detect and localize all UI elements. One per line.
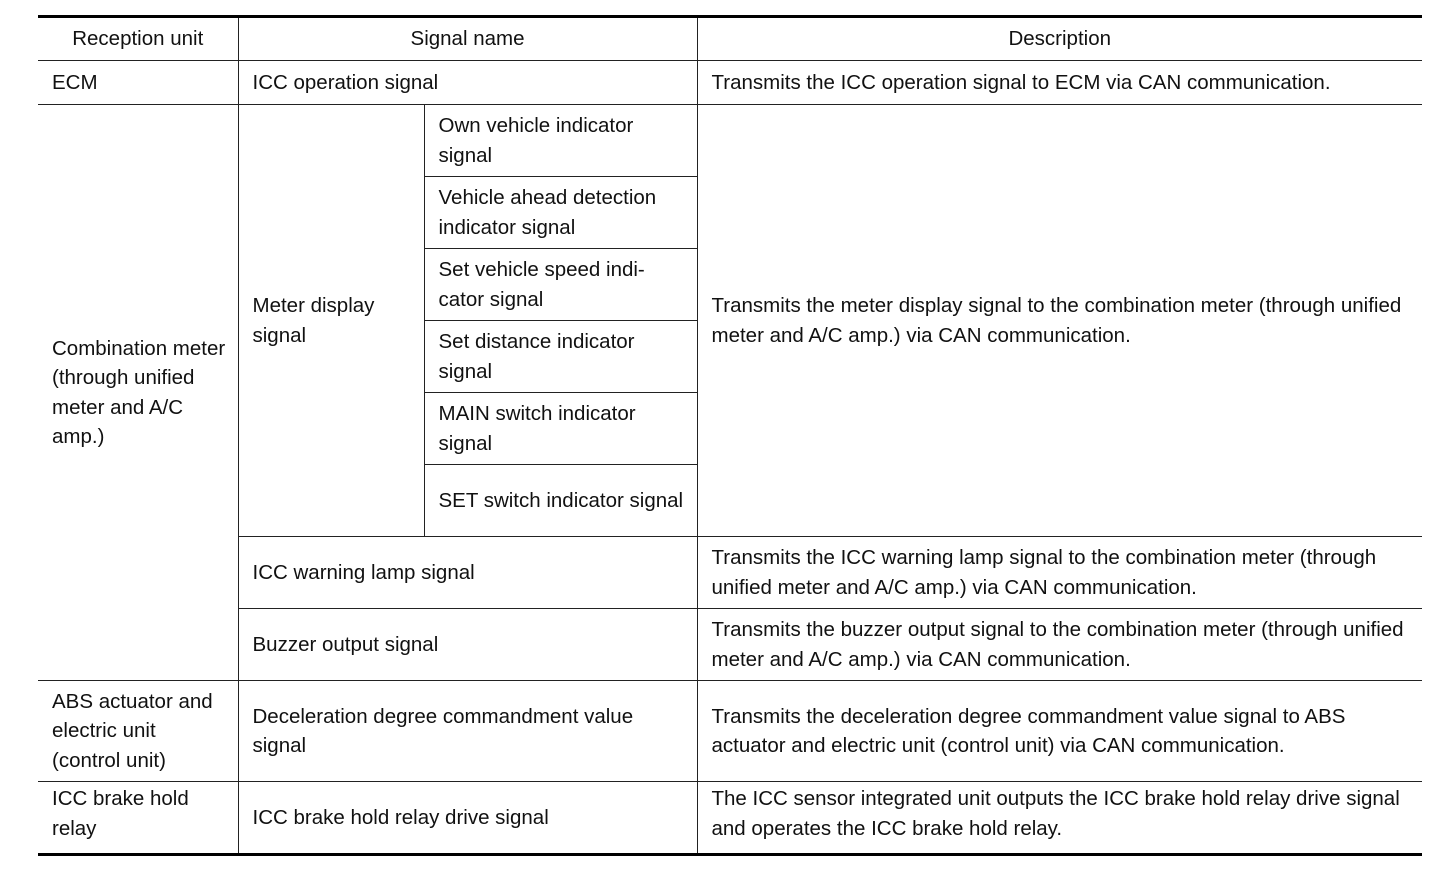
- signal-warning-lamp: ICC warning lamp signal: [238, 537, 697, 609]
- header-reception-unit: Reception unit: [38, 17, 238, 61]
- sub-signal-own-vehicle: Own vehicle indicator signal: [424, 105, 697, 177]
- description-meter-display: Transmits the meter display signal to the combination meter (through unified meter and A/C amp.) via CAN communication.: [697, 105, 1422, 537]
- header-description: Description: [697, 17, 1422, 61]
- unit-abs-actuator: ABS actuator and electric unit (control unit): [38, 681, 238, 782]
- description-brake-hold-relay: The ICC sensor integrated unit outputs the ICC brake hold relay drive signal and operates the ICC brake hold relay.: [697, 782, 1422, 855]
- description-buzzer-output: Transmits the buzzer output signal to the combination meter (through unified meter and A/C amp.) via CAN communication.: [697, 609, 1422, 681]
- sub-signal-set-switch: SET switch indicator signal: [424, 465, 697, 537]
- sub-signal-main-switch: MAIN switch indicator signal: [424, 393, 697, 465]
- sub-signal-vehicle-ahead: Vehicle ahead detection indicator signal: [424, 177, 697, 249]
- signal-deceleration: Deceleration degree commandment value signal: [238, 681, 697, 782]
- signal-table: [38, 15, 1422, 856]
- table-row: [38, 105, 1422, 177]
- signal-meter-display: Meter display signal: [238, 105, 424, 537]
- unit-brake-hold-relay: ICC brake hold relay: [38, 782, 238, 855]
- description-deceleration: Transmits the deceleration degree commandment value signal to ABS actuator and electric unit (control unit) via CAN communication.: [697, 681, 1422, 782]
- signal-buzzer-output: Buzzer output signal: [238, 609, 697, 681]
- table-row: [38, 681, 1422, 782]
- sub-signal-set-distance: Set distance indicator signal: [424, 321, 697, 393]
- description-warning-lamp: Transmits the ICC warning lamp signal to the combination meter (through unified meter and A/C amp.) via CAN communication.: [697, 537, 1422, 609]
- table-row: [38, 782, 1422, 855]
- table-row: [38, 537, 1422, 609]
- header-row: [38, 17, 1422, 61]
- sub-signal-set-speed: Set vehicle speed indi-cator signal: [424, 249, 697, 321]
- signal-brake-hold-relay: ICC brake hold relay drive signal: [238, 782, 697, 855]
- unit-ecm: ECM: [38, 61, 238, 105]
- header-signal-name: Signal name: [238, 17, 697, 61]
- table-row: [38, 609, 1422, 681]
- table-row: [38, 61, 1422, 105]
- description-icc-operation: Transmits the ICC operation signal to ECM via CAN communication.: [697, 61, 1422, 105]
- signal-icc-operation: ICC operation signal: [238, 61, 697, 105]
- unit-combination-meter: Combination meter (through unified meter and A/C amp.): [38, 105, 238, 681]
